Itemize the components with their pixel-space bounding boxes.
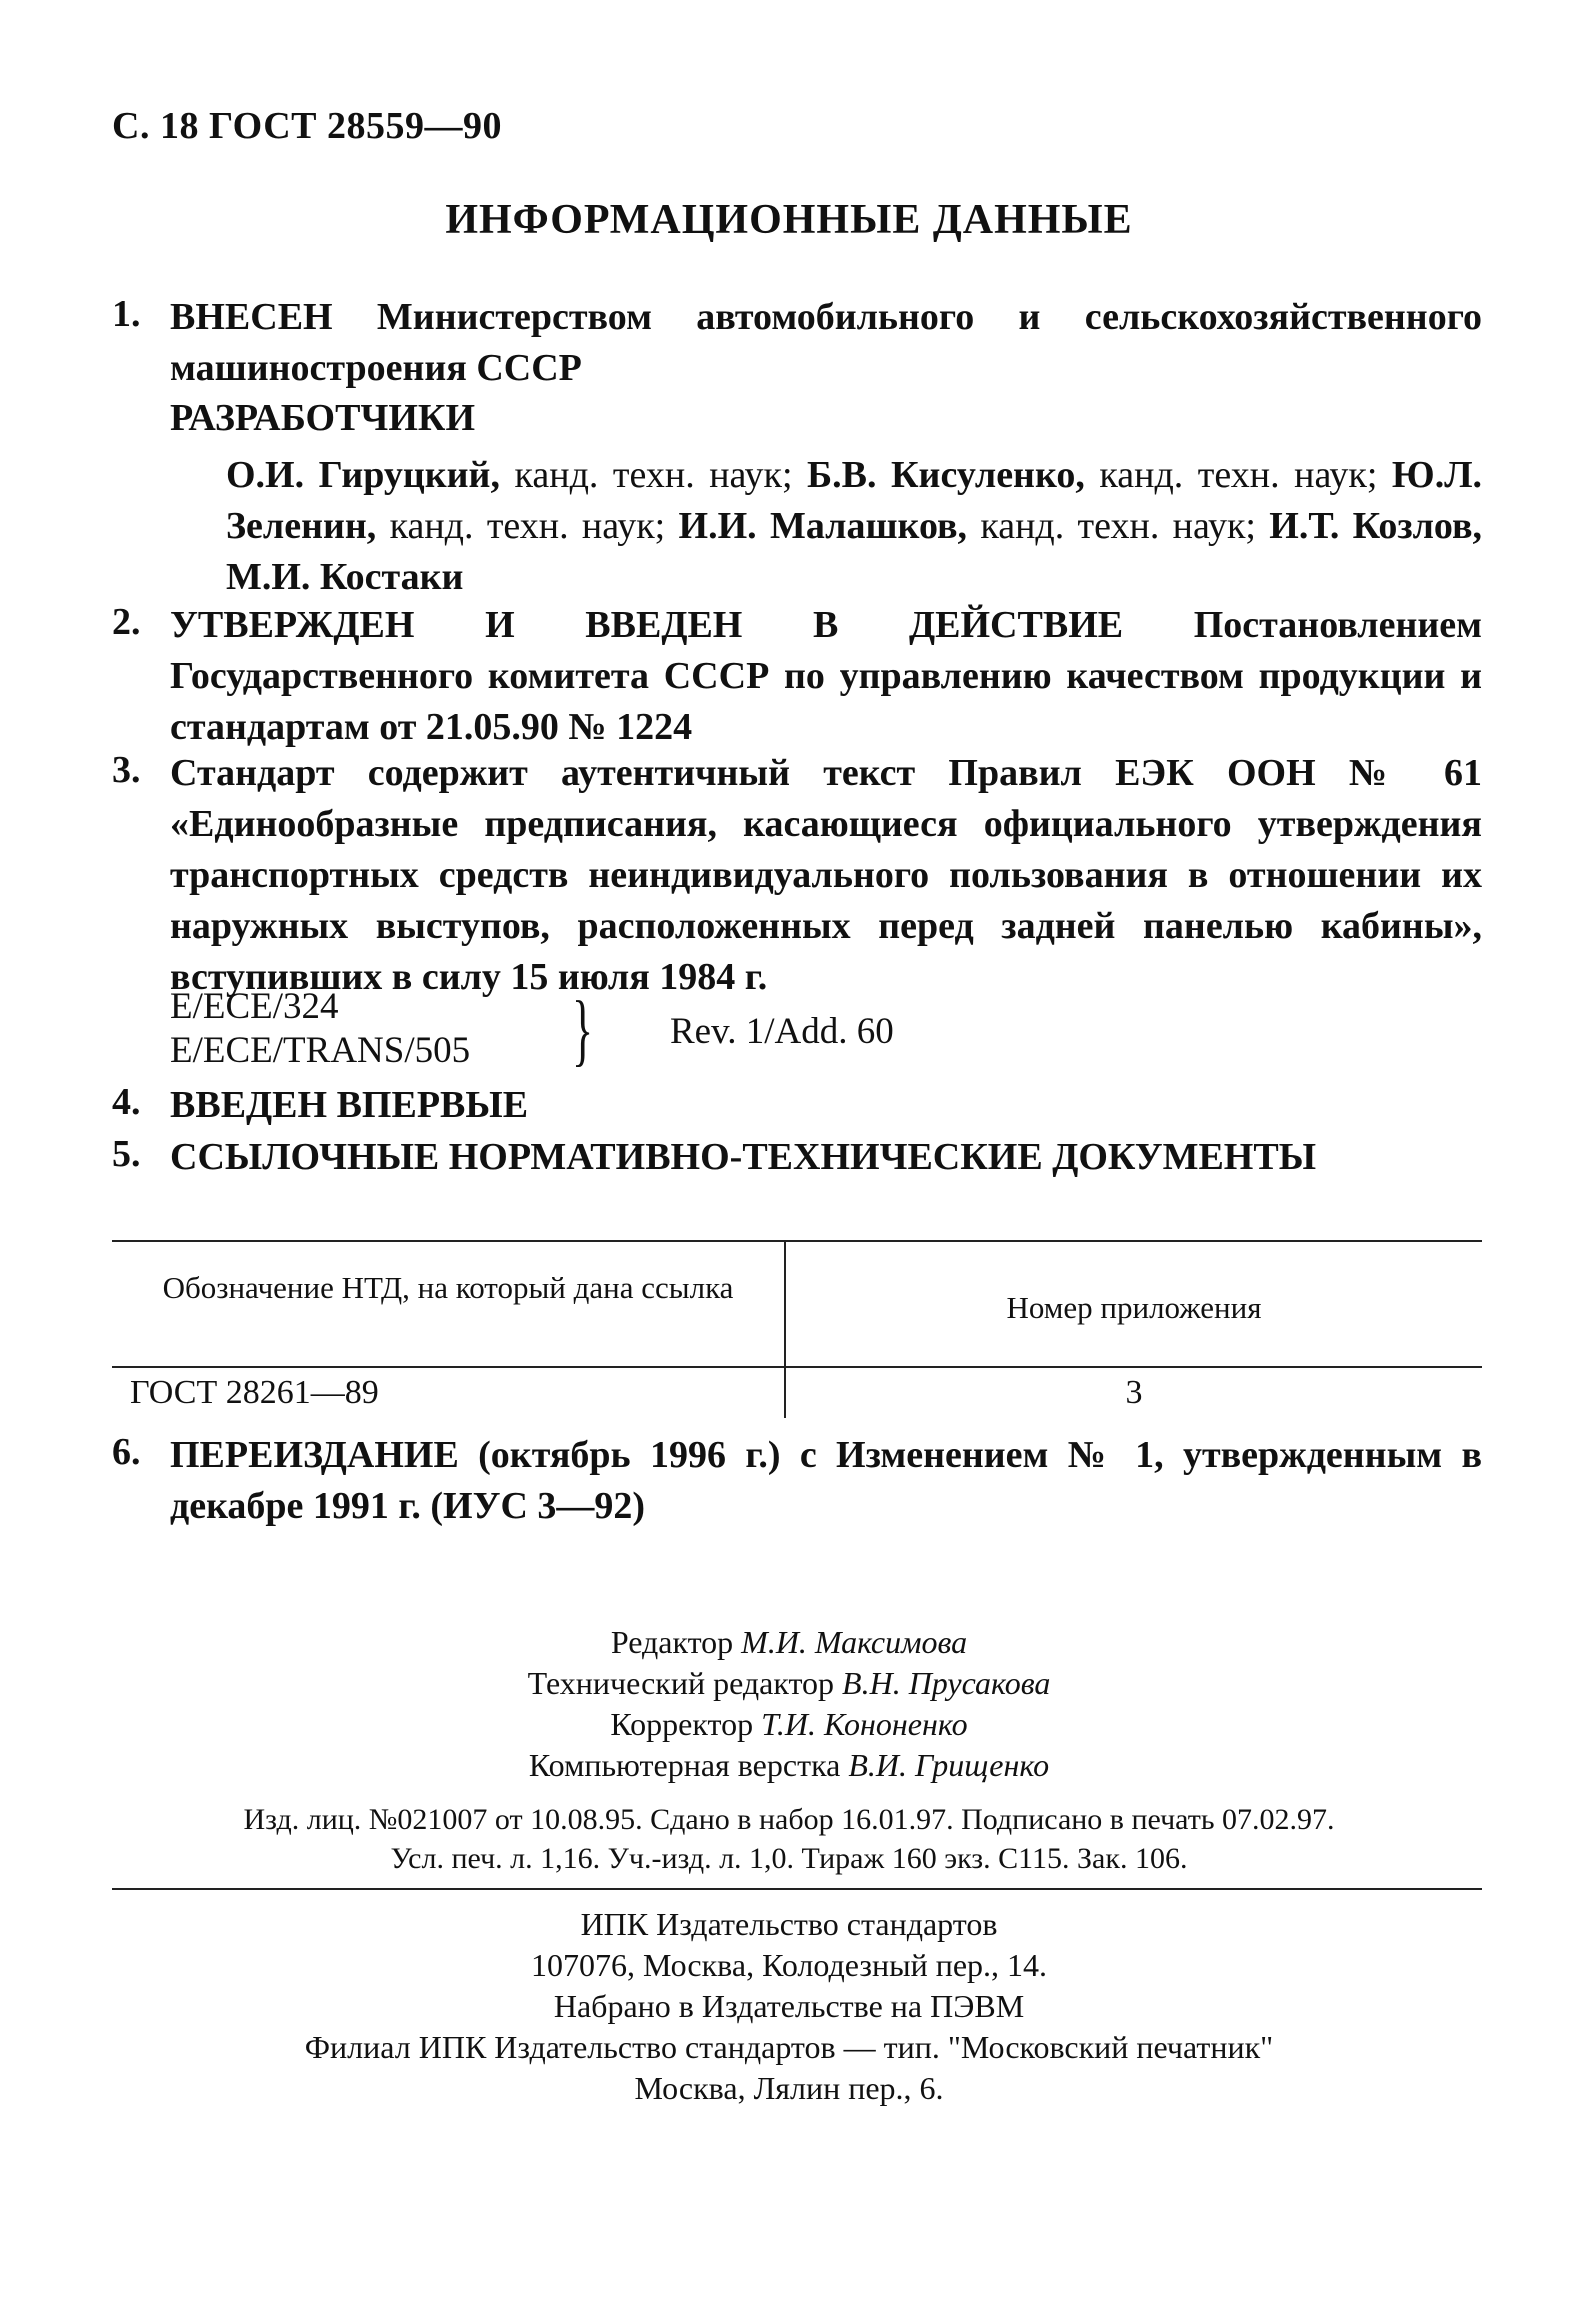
table-header-rule: [112, 1366, 1482, 1368]
item-number: 2.: [112, 601, 141, 643]
author-name: И.И. Малашков,: [678, 505, 968, 547]
publisher-line: 107076, Москва, Колодезный пер., 14.: [530, 1947, 1048, 1983]
brace-symbol: }: [572, 986, 594, 1074]
item-number: 4.: [112, 1081, 141, 1123]
credit-line: [0, 1745, 1578, 1786]
developers-heading: РАЗРАБОТЧИКИ: [170, 397, 476, 439]
page-title: ИНФОРМАЦИОННЫЕ ДАННЫЕ: [445, 197, 1133, 243]
item-text: ССЫЛОЧНЫЕ НОРМАТИВНО-ТЕХНИЧЕСКИЕ ДОКУМЕНТЫ: [170, 1136, 1317, 1178]
credit-name: В.И. Грищенко: [848, 1747, 1050, 1783]
credit-role: Корректор: [610, 1706, 762, 1742]
item-1: [112, 292, 1482, 394]
item-number: 6.: [112, 1431, 141, 1473]
item-2: [112, 600, 1482, 753]
author-title: канд. техн. наук;: [1084, 454, 1392, 496]
credit-name: Т.И. Кононенко: [761, 1706, 968, 1742]
author-title: канд. техн. наук;: [967, 505, 1270, 547]
publisher-line: Набрано в Издательстве на ПЭВМ: [553, 1988, 1025, 2024]
credit-line: [0, 1663, 1578, 1704]
author-title: канд. техн. наук;: [376, 505, 679, 547]
publisher-line: Филиал ИПК Издательство стандартов — тип. "Московский печатник": [304, 2029, 1274, 2065]
credit-role: Компьютерная верстка: [528, 1747, 849, 1783]
print-imprint: [0, 1800, 1578, 1878]
credit-line: [0, 1704, 1578, 1745]
item-text: УТВЕРЖДЕН И ВВЕДЕН В ДЕЙСТВИЕ Постановлением Государственного комитета СССР по управлению качеством продукции и стандартам от 21.05.90 № 1224: [170, 604, 1482, 748]
item-text: ПЕРЕИЗДАНИЕ (октябрь 1996 г.) с Изменением № 1, утвержденным в декабре 1991 г. (ИУС 3—92): [170, 1434, 1482, 1527]
author-name: О.И. Гируцкий,: [226, 454, 500, 496]
developers-list: [226, 450, 1482, 603]
credit-line: [0, 1622, 1578, 1663]
table-header-appendix: Номер приложения: [1006, 1290, 1262, 1325]
item-text: Стандарт содержит аутентичный текст Правил ЕЭК ООН № 61 «Единообразные предписания, касающиеся официального утверждения транспортных средств неиндивидуального пользования в отношении их наружных выступов, расположенных перед задней панелью кабины», вступивших в силу 15 июля 1984 г.: [170, 752, 1482, 998]
publisher-line: Москва, Лялин пер., 6.: [634, 2070, 944, 2106]
table-cell-doc: ГОСТ 28261—89: [130, 1374, 379, 1411]
item-6: [112, 1430, 1482, 1532]
item-number: 3.: [112, 749, 141, 791]
editorial-credits: [0, 1622, 1578, 1786]
code-line: E/ECE/TRANS/505: [170, 1030, 471, 1071]
item-text: ВНЕСЕН Министерством автомобильного и сельскохозяйственного машиностроения СССР: [170, 296, 1482, 389]
author-name: И.Т. Козлов, М.И. Костаки: [226, 505, 1482, 598]
item-number: 1.: [112, 293, 141, 335]
publisher-line: ИПК Издательство стандартов: [580, 1906, 998, 1942]
author-name: Б.В. Кисуленко,: [807, 454, 1085, 496]
imprint-rule: [112, 1888, 1482, 1890]
publisher-info: [0, 1904, 1578, 2109]
table-cell-appendix: 3: [1125, 1374, 1143, 1411]
item-3: [112, 748, 1482, 1003]
imprint-line: Усл. печ. л. 1,16. Уч.-изд. л. 1,0. Тираж 160 экз. С115. Зак. 106.: [390, 1842, 1188, 1875]
page-header: С. 18 ГОСТ 28559—90: [112, 105, 502, 147]
credit-name: М.И. Максимова: [741, 1624, 968, 1660]
credit-name: В.Н. Прусакова: [842, 1665, 1051, 1701]
table-top-rule: [112, 1240, 1482, 1242]
credit-role: Технический редактор: [527, 1665, 843, 1701]
item-4: [112, 1080, 1482, 1131]
author-name: Ю.Л. Зеленин,: [226, 454, 1483, 547]
item-text: ВВЕДЕН ВПЕРВЫЕ: [170, 1084, 529, 1126]
item-5: [112, 1132, 1482, 1183]
imprint-line: Изд. лиц. №021007 от 10.08.95. Сдано в набор 16.01.97. Подписано в печать 07.02.97.: [243, 1803, 1335, 1836]
item-number: 5.: [112, 1133, 141, 1175]
code-line: E/ECE/324: [170, 986, 339, 1027]
author-title: канд. техн. наук;: [499, 454, 808, 496]
revision-label: Rev. 1/Add. 60: [670, 1011, 894, 1052]
document-codes: [170, 985, 470, 1073]
table-header-doc: Обозначение НТД, на который дана ссылка: [162, 1270, 734, 1305]
credit-role: Редактор: [610, 1624, 742, 1660]
